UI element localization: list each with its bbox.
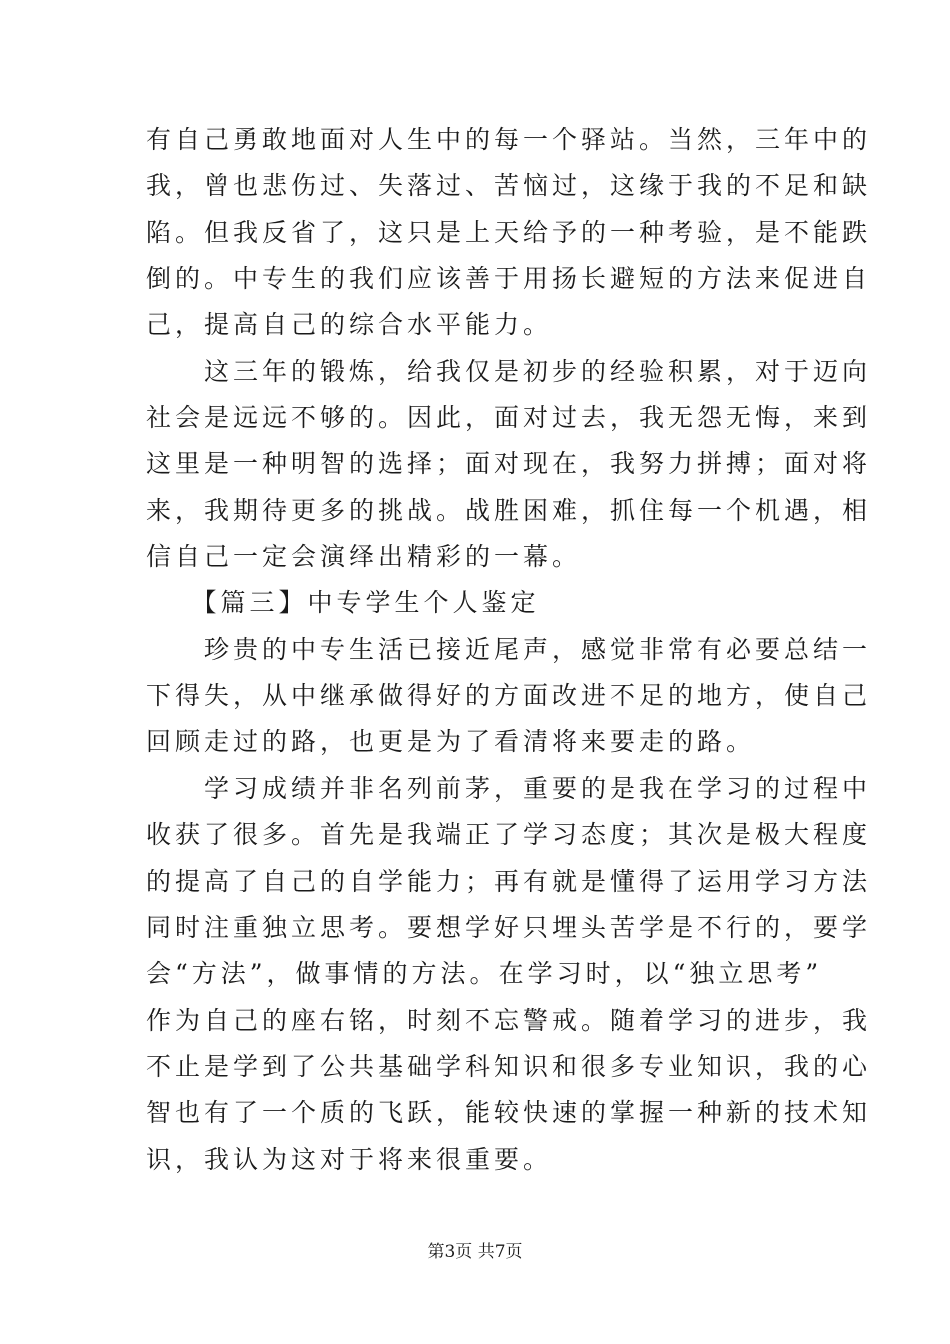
text-line-1: 有自己勇敢地面对人生中的每一个驿站。当然，三年中的 <box>146 125 872 154</box>
text-line-15: 学习成绩并非名列前茅，重要的是我在学习的过程中 <box>146 773 872 803</box>
text-line-13: 下得失，从中继承做得好的方面改进不足的地方，使自己 <box>146 681 872 711</box>
text-line-8: 这里是一种明智的选择；面对现在，我努力拼搏；面对将 <box>146 449 872 479</box>
text-line-23: 识，我认为这对于将来很重要。 <box>146 1144 553 1174</box>
text-line-9: 来，我期待更多的挑战。战胜困难，抓住每一个机遇，相 <box>146 495 872 525</box>
page-number-footer: 第3页 共7页 <box>427 1242 523 1262</box>
text-line-21: 不止是学到了公共基础学科知识和很多专业知识，我的心 <box>146 1051 872 1081</box>
text-line-6: 这三年的锻炼，给我仅是初步的经验积累，对于迈向 <box>146 356 872 386</box>
text-line-14: 回顾走过的路，也更是为了看清将来要走的路。 <box>146 727 756 757</box>
text-line-16: 收获了很多。首先是我端正了学习态度；其次是极大程度 <box>146 820 872 850</box>
text-line-3: 陷。但我反省了，这只是上天给予的一种考验，是不能跌 <box>146 217 872 247</box>
text-line-5: 己，提高自己的综合水平能力。 <box>146 310 553 340</box>
section-heading: 【篇三】中专学生个人鉴定 <box>146 588 540 618</box>
body-text <box>146 117 872 1183</box>
text-line-20: 作为自己的座右铭，时刻不忘警戒。随着学习的进步，我 <box>146 1005 872 1035</box>
text-line-7: 社会是远远不够的。因此，面对过去，我无怨无悔，来到 <box>146 403 872 433</box>
text-line-19: 会“方法”，做事情的方法。在学习时，以“独立思考” <box>146 959 823 989</box>
text-line-4: 倒的。中专生的我们应该善于用扬长避短的方法来促进自 <box>146 264 872 294</box>
text-line-2: 我，曾也悲伤过、失落过、苦恼过，这缘于我的不足和缺 <box>146 171 872 201</box>
text-line-10: 信自己一定会演绎出精彩的一幕。 <box>146 542 582 572</box>
text-line-22: 智也有了一个质的飞跃，能较快速的掌握一种新的技术知 <box>146 1098 872 1128</box>
text-line-12: 珍贵的中专生活已接近尾声，感觉非常有必要总结一 <box>146 634 872 664</box>
text-line-18: 同时注重独立思考。要想学好只埋头苦学是不行的，要学 <box>146 912 872 942</box>
text-line-17: 的提高了自己的自学能力；再有就是懂得了运用学习方法 <box>146 866 872 896</box>
